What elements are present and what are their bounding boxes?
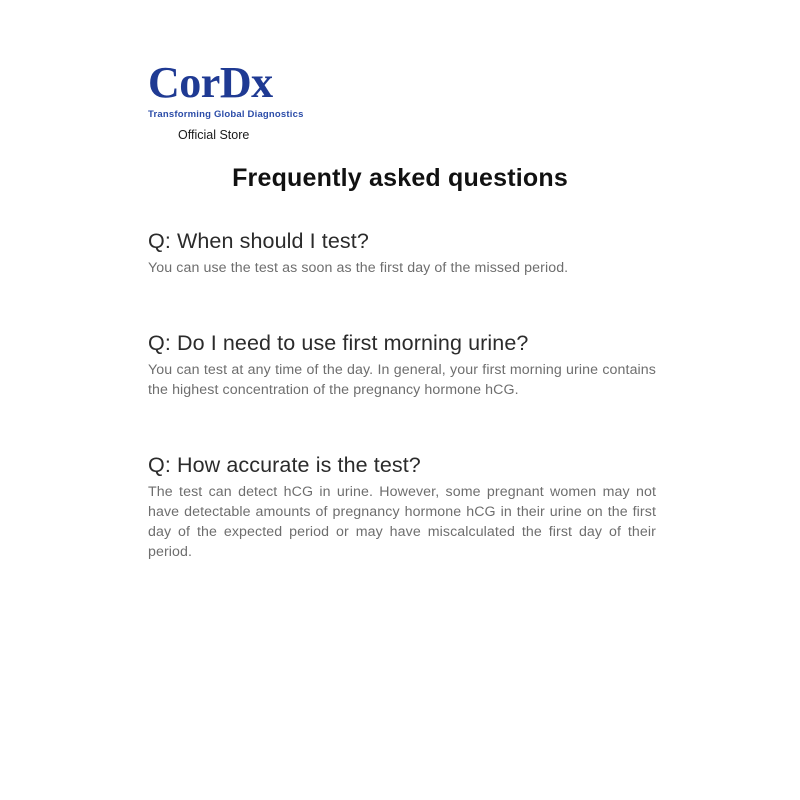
official-store-label: Official Store xyxy=(178,128,250,142)
faq-answer: You can test at any time of the day. In general, your first morning urine contains the highest concentration of the pregnancy hormone hCG. xyxy=(148,362,656,398)
faq-question: Q: When should I test? xyxy=(148,229,369,253)
faq-item xyxy=(148,228,656,278)
brand-wordmark xyxy=(148,60,448,106)
section-spacer xyxy=(148,430,656,452)
faq-question: Q: How accurate is the test? xyxy=(148,453,421,477)
brand-tagline: Transforming Global Diagnostics xyxy=(148,109,304,120)
brand-wordmark-prefix: Cor xyxy=(148,58,220,107)
brand-logo xyxy=(148,60,448,142)
faq-list xyxy=(148,228,656,592)
faq-item xyxy=(148,330,656,400)
section-spacer xyxy=(148,308,656,330)
faq-answer: You can use the test as soon as the first day of the missed period. xyxy=(148,260,569,276)
faq-question: Q: Do I need to use first morning urine? xyxy=(148,331,529,355)
page-title: Frequently asked questions xyxy=(232,164,568,192)
brand-wordmark-suffix: Dx xyxy=(219,58,273,107)
faq-item xyxy=(148,452,656,562)
faq-answer: The test can detect hCG in urine. However, some pregnant women may not have detectable amounts of pregnancy hormone hCG in their urine on the first day of the expected period or may have miscalculated the first day of their period. xyxy=(148,484,656,560)
